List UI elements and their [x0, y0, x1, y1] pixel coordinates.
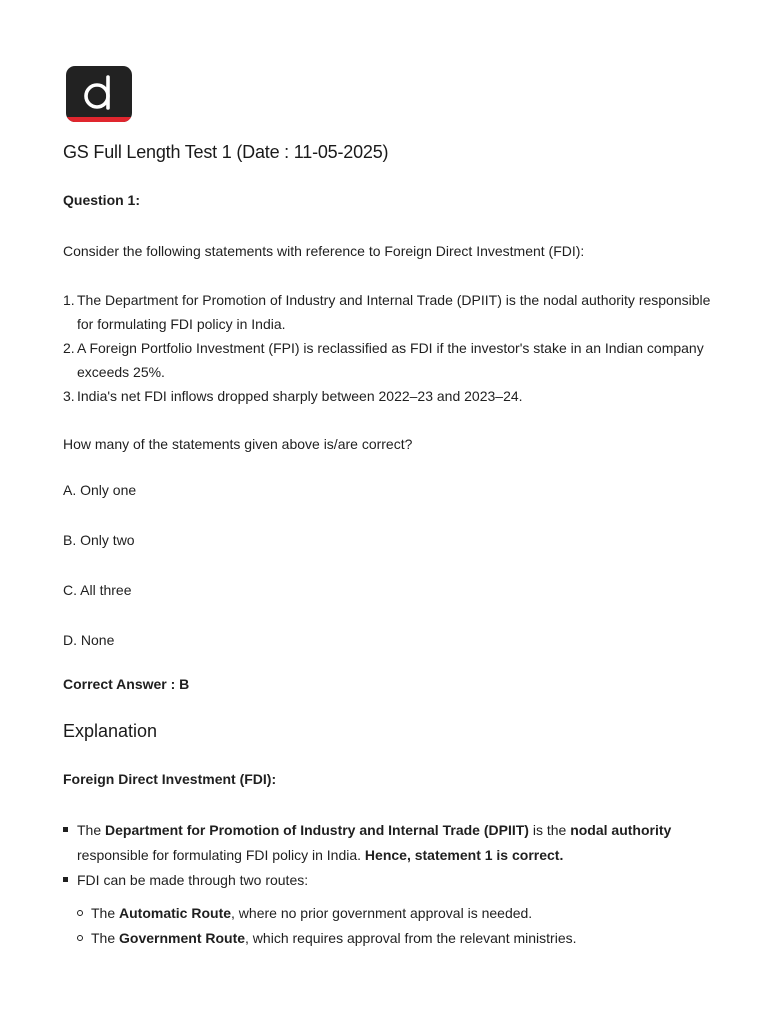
bullet-bold-text: nodal authority	[570, 822, 672, 838]
statement-text: India's net FDI inflows dropped sharply between 2022–23 and 2023–24.	[77, 388, 523, 404]
sub-bullet-text: , which requires approval from the relevant ministries.	[245, 930, 577, 946]
statement-number: 2.	[63, 340, 75, 356]
page-title: GS Full Length Test 1 (Date : 11-05-2025)	[63, 142, 389, 162]
sub-bullet-bold-text: Automatic Route	[119, 905, 232, 921]
bullet-item	[63, 818, 723, 868]
bullet-bold-text: Department for Promotion of Industry and Internal Trade (DPIIT)	[105, 822, 529, 838]
bullet-item	[63, 868, 723, 893]
circle-bullet-icon	[77, 910, 83, 916]
statement-number: 1.	[63, 292, 75, 308]
sub-bullet-item	[77, 926, 717, 951]
option-text: None	[80, 632, 115, 648]
statement-text: A Foreign Portfolio Investment (FPI) is reclassified as FDI if the investor's stake in an Indian company exceeds 25%.	[77, 340, 704, 380]
option-a	[63, 482, 136, 498]
sub-bullet-text: The	[91, 905, 120, 921]
statement-number: 3.	[63, 388, 75, 404]
explanation-bullets	[63, 818, 723, 893]
statement-item	[63, 336, 723, 384]
option-d	[63, 632, 114, 648]
option-letter: C.	[63, 582, 77, 598]
sub-bullet-bold-text: Government Route	[119, 930, 246, 946]
question-label: Question 1:	[63, 192, 141, 208]
statement-list	[63, 288, 723, 408]
explanation-sub-bullets	[77, 901, 717, 951]
bullet-text: FDI can be made through two routes:	[77, 872, 309, 888]
explanation-heading: Explanation	[63, 721, 158, 741]
circle-bullet-icon	[77, 935, 83, 941]
logo-accent-bar	[66, 117, 132, 122]
bullet-text: The	[77, 822, 106, 838]
sub-bullet-item	[77, 901, 717, 926]
sub-bullet-text: , where no prior government approval is needed.	[231, 905, 533, 921]
bullet-text: is the	[528, 822, 571, 838]
statement-item	[63, 384, 723, 408]
question-prompt: Consider the following statements with reference to Foreign Direct Investment (FDI):	[63, 243, 585, 259]
square-bullet-icon	[63, 877, 68, 882]
option-letter: A.	[63, 482, 77, 498]
sub-bullet-text: The	[91, 930, 120, 946]
d-logo-icon	[66, 66, 132, 122]
option-letter: D.	[63, 632, 77, 648]
option-c	[63, 582, 131, 598]
option-text: Only two	[80, 532, 135, 548]
option-letter: B.	[63, 532, 77, 548]
correct-answer: Correct Answer : B	[63, 676, 190, 692]
statement-text: The Department for Promotion of Industry and Internal Trade (DPIIT) is the nodal authority responsible for formulating FDI policy in India.	[77, 292, 711, 332]
option-text: Only one	[80, 482, 137, 498]
option-text: All three	[80, 582, 132, 598]
option-b	[63, 532, 135, 548]
question-ask: How many of the statements given above is/are correct?	[63, 436, 413, 452]
bullet-text: responsible for formulating FDI policy in India.	[77, 847, 365, 863]
square-bullet-icon	[63, 827, 68, 832]
explanation-subheading: Foreign Direct Investment (FDI):	[63, 771, 277, 787]
statement-item	[63, 288, 723, 336]
bullet-bold-text: Hence, statement 1 is correct.	[364, 847, 564, 863]
